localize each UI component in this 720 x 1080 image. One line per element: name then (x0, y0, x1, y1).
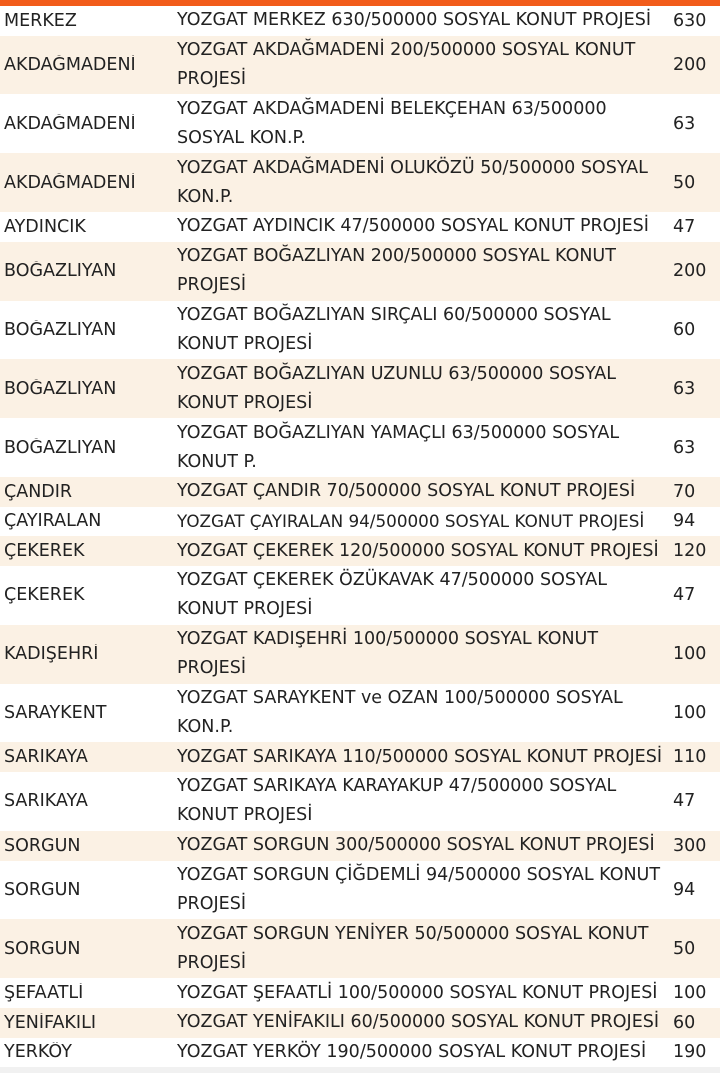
district-cell: AKDAĞMADENİ (4, 55, 136, 76)
district-cell: ÇANDIR (4, 481, 73, 502)
table-row (0, 212, 720, 242)
table-row (0, 418, 720, 477)
project-cell: YOZGAT AKDAĞMADENİ OLUKÖZÜ 50/500000 SOSYAL KON.P. (177, 157, 648, 207)
project-cell: YOZGAT MERKEZ 630/500000 SOSYAL KONUT PROJESİ (177, 10, 652, 31)
district-cell: YERKÖY (4, 1042, 72, 1063)
district-cell: AKDAĞMADENİ (4, 113, 136, 134)
project-cell: YOZGAT BOĞAZLIYAN YAMAÇLI 63/500000 SOSYAL KONUT P. (177, 422, 620, 472)
count-cell: 100 (673, 703, 707, 723)
count-cell: 50 (673, 938, 696, 959)
table-row (0, 359, 720, 418)
count-cell: 63 (673, 437, 696, 458)
project-cell: YOZGAT BOĞAZLIYAN 200/500000 SOSYAL KONUT PROJESİ (177, 246, 616, 296)
table-row (0, 6, 720, 36)
count-cell: 94 (673, 511, 696, 532)
table-row (0, 742, 720, 772)
project-cell: YOZGAT AKDAĞMADENİ 200/500000 SOSYAL KONUT PROJESİ (177, 40, 636, 90)
count-cell: 63 (673, 113, 696, 134)
table-row (0, 153, 720, 212)
project-cell: YOZGAT ÇEKEREK 120/500000 SOSYAL KONUT PROJESİ (177, 540, 659, 561)
count-cell: 200 (673, 55, 707, 76)
project-cell: YOZGAT ÇANDIR 70/500000 SOSYAL KONUT PROJESİ (177, 481, 636, 502)
count-cell: 47 (673, 585, 696, 606)
count-cell: 70 (673, 481, 696, 502)
table-row (0, 94, 720, 153)
district-cell: BOĞAZLIYAN (4, 319, 117, 340)
project-cell: YOZGAT YENİFAKILI 60/500000 SOSYAL KONUT PROJESİ (177, 1012, 660, 1033)
table-row (0, 242, 720, 301)
project-cell: YOZGAT SORGUN YENİYER 50/500000 SOSYAL KONUT PROJESİ (177, 923, 649, 973)
table-row (0, 1038, 720, 1068)
district-cell: ÇEKEREK (4, 585, 85, 606)
housing-projects-table (0, 6, 720, 1067)
project-cell: YOZGAT ÇAYIRALAN 94/500000 SOSYAL KONUT PROJESİ (177, 510, 645, 531)
project-cell: YOZGAT AKDAĞMADENİ BELEKÇEHAN 63/500000 SOSYAL KON.P. (177, 98, 607, 148)
table-row (0, 1008, 720, 1038)
table-row (0, 536, 720, 566)
district-cell: SARIKAYA (4, 747, 88, 768)
count-cell: 110 (673, 747, 707, 768)
count-cell: 60 (673, 1012, 696, 1033)
count-cell: 47 (673, 791, 696, 812)
district-cell: AKDAĞMADENİ (4, 172, 136, 193)
table-row (0, 625, 720, 684)
district-cell: YENİFAKILI (4, 1012, 96, 1033)
table-row (0, 566, 720, 625)
table-row (0, 861, 720, 920)
district-cell: SORGUN (4, 938, 81, 959)
count-cell: 300 (673, 835, 707, 856)
table-row (0, 301, 720, 360)
table-row (0, 978, 720, 1008)
project-cell: YOZGAT SORGUN ÇİĞDEMLİ 94/500000 SOSYAL KONUT PROJESİ (177, 864, 661, 914)
district-cell: BOĞAZLIYAN (4, 261, 117, 282)
project-cell: YOZGAT SARAYKENT ve OZAN 100/500000 SOSYAL KON.P. (177, 688, 623, 737)
project-cell: YOZGAT KADIŞEHRİ 100/500000 SOSYAL KONUT PROJESİ (177, 629, 599, 679)
district-cell: SORGUN (4, 835, 81, 856)
project-cell: YOZGAT BOĞAZLIYAN SIRÇALI 60/500000 SOSYAL KONUT PROJESİ (177, 304, 611, 354)
district-cell: BOĞAZLIYAN (4, 378, 117, 399)
count-cell: 100 (673, 983, 707, 1004)
count-cell: 190 (673, 1042, 707, 1063)
project-cell: YOZGAT ÇEKEREK ÖZÜKAVAK 47/500000 SOSYAL KONUT PROJESİ (177, 570, 608, 620)
district-cell: AYDINCIK (4, 216, 86, 237)
table-row (0, 831, 720, 861)
district-cell: MERKEZ (4, 10, 77, 31)
table-row (0, 772, 720, 831)
count-cell: 100 (673, 644, 707, 665)
table-row (0, 684, 720, 743)
table-row (0, 36, 720, 95)
district-cell: ÇAYIRALAN (4, 511, 102, 532)
count-cell: 120 (673, 541, 707, 562)
district-cell: ŞEFAATLİ (4, 983, 84, 1004)
count-cell: 50 (673, 172, 696, 193)
project-cell: YOZGAT ŞEFAATLİ 100/500000 SOSYAL KONUT PROJESİ (177, 982, 658, 1003)
table-row (0, 477, 720, 507)
district-cell: SARAYKENT (4, 703, 107, 723)
project-cell: YOZGAT AYDINCIK 47/500000 SOSYAL KONUT PROJESİ (177, 216, 649, 237)
project-cell: YOZGAT SORGUN 300/500000 SOSYAL KONUT PROJESİ (177, 835, 655, 856)
district-cell: BOĞAZLIYAN (4, 437, 117, 458)
project-cell: YOZGAT BOĞAZLIYAN UZUNLU 63/500000 SOSYAL KONUT PROJESİ (177, 363, 616, 413)
count-cell: 63 (673, 378, 696, 399)
table-row (0, 919, 720, 978)
district-cell: ÇEKEREK (4, 541, 85, 562)
count-cell: 60 (673, 319, 696, 340)
count-cell: 630 (673, 10, 707, 31)
table-row (0, 507, 720, 537)
count-cell: 47 (673, 216, 696, 237)
count-cell: 200 (673, 261, 707, 282)
count-cell: 94 (673, 879, 696, 900)
district-cell: SORGUN (4, 879, 81, 900)
project-cell: YOZGAT SARIKAYA 110/500000 SOSYAL KONUT PROJESİ (177, 746, 662, 767)
project-cell: YOZGAT YERKÖY 190/500000 SOSYAL KONUT PROJESİ (177, 1041, 647, 1062)
bottom-edge (0, 1067, 720, 1073)
project-cell: YOZGAT SARIKAYA KARAYAKUP 47/500000 SOSYAL KONUT PROJESİ (177, 776, 617, 826)
district-cell: KADIŞEHRİ (4, 644, 99, 665)
district-cell: SARIKAYA (4, 791, 88, 812)
